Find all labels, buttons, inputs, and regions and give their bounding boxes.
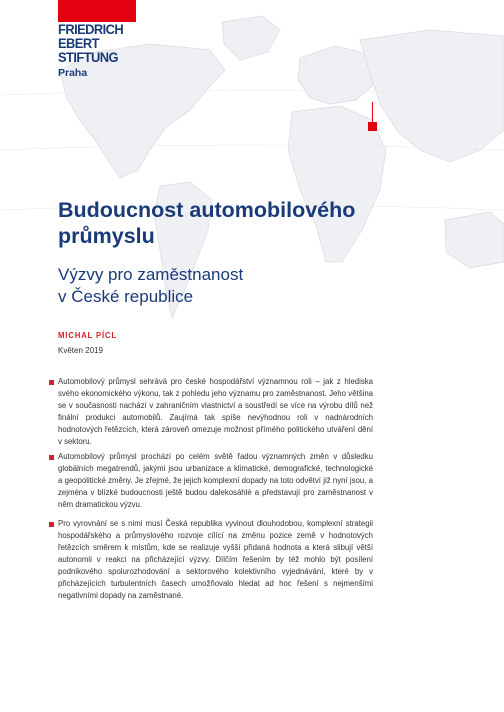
bullet-marker [49,455,54,460]
author-name: MICHAL PÍCL [58,331,117,340]
bullet-marker [49,522,54,527]
subtitle-line-2: v České republice [58,287,194,306]
logo-line-3: STIFTUNG [58,49,118,65]
logo-city: Praha [58,67,88,79]
summary-bullet-3: Pro vyrovnání se s nimi musí Česká republika vyvinout dlouhodobou, komplexní strategii hospodářského a průmyslového rozvoje cílící na změnu pozice země v hodnotových řetězcích směrem k místům, kde se realizuje vyšší přidaná hodnota a která slibují větší autonomii v reakci na přicházející výzvy. Dílčím řešením by též mohlo být posílení podnikového spolurozhodování a sektorového kolektivního vyjednávání, které by v přicházejících turbulentních časech umožňovalo hledat ad hoc řešení s nejmenšími negativními dopady na zaměstnané. [58,519,373,600]
fes-logo [58,22,148,79]
subtitle-line-1: Výzvy pro zaměstnanost [58,265,244,284]
bullet-marker [49,380,54,385]
logo-red-bar [58,0,136,22]
map-marker-prague [368,122,377,131]
map-marker-line [372,102,373,124]
summary-bullet-1: Automobilový průmysl sehrává pro české hospodářství významnou roli – jak z hlediska svého ekonomického výkonu, tak z pohledu jeho významu pro zaměstnanost. Jeho většina se v současnosti nachází v zahraničním vlastnictví a soustředí se více na výrobu dílů než finální produkci automobilů. Zaujímá tak spíše nevýhodnou roli v nadnárodních hodnotových řetězcích, která zároveň omezuje možnost přímého politického utváření dění v sektoru. [58,377,373,446]
document-subtitle [58,264,458,308]
logo-line-1: FRIEDRICH [58,21,124,37]
logo-line-2: EBERT [58,35,99,51]
summary-bullet-2: Automobilový průmysl prochází po celém světě řadou významných změn v důsledku globálních megatrendů, jakými jsou urbanizace a klimatické, demografické, technologické a geopolitické změny. Je zřejmé, že jejich komplexní dopady na toto odvětví již nyní jsou, a zejména v blízké budoucnosti ještě budou dalekosáhlé a představují pro zaměstnanost v něm dramatickou výzvu. [58,452,373,509]
document-title: Budoucnost automobilového průmyslu [58,198,356,248]
publication-date: Květen 2019 [58,346,103,355]
